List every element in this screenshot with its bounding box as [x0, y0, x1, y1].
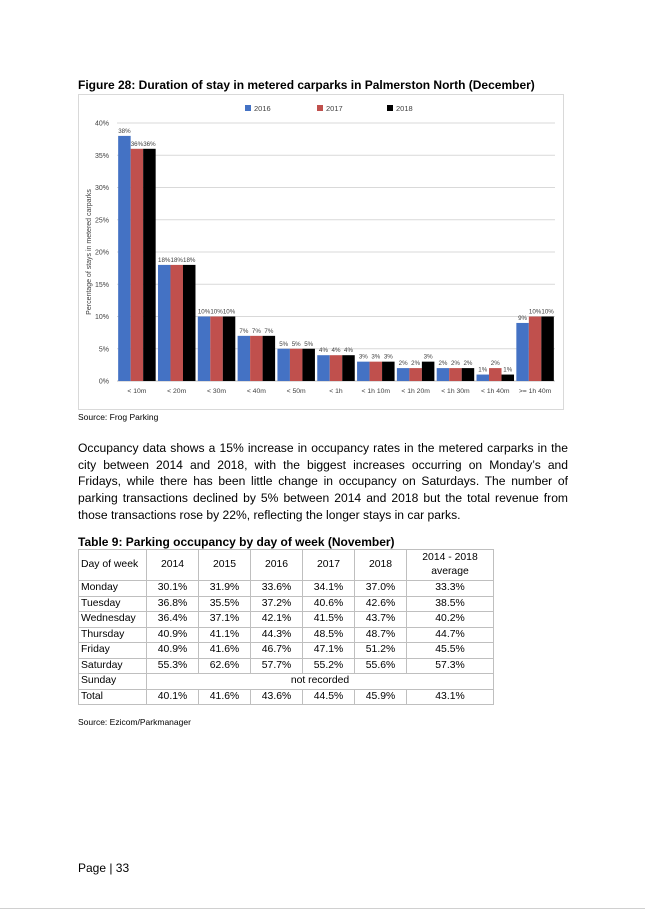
bar-2017: [489, 368, 502, 381]
table-cell: 41.1%: [199, 627, 251, 643]
bar-2016: [317, 355, 330, 381]
table-cell: 40.9%: [147, 627, 199, 643]
bar-2016: [198, 317, 211, 382]
bar-2017: [370, 362, 383, 381]
data-label: 5%: [291, 340, 301, 348]
x-tick-label: < 1h 20m: [401, 388, 430, 395]
bar-2017: [529, 317, 542, 382]
data-label: 10%: [210, 308, 223, 316]
table-cell: 55.6%: [355, 658, 407, 674]
x-tick-label: < 1h: [329, 388, 343, 395]
bar-chart: [79, 95, 565, 411]
bar-2018: [143, 149, 156, 381]
header-cell: 2016: [251, 550, 303, 581]
table-cell: 43.1%: [407, 689, 494, 705]
bar-2018: [263, 336, 276, 381]
legend-swatch-2016: [245, 105, 251, 111]
table-cell: 41.5%: [303, 612, 355, 628]
header-average-line1: 2014 - 2018: [422, 552, 478, 563]
y-axis-title: Percentage of stays in metered carparks: [86, 189, 93, 315]
data-label: 18%: [183, 256, 196, 264]
body-paragraph: Occupancy data shows a 15% increase in occupancy rates in the metered carparks in the city between 2014 and 2018, with the biggest increases occurring on Monday’s and Fridays, while there has been little change in occupancy on Saturdays. The number of parking transactions declined by 5% between 2014 and 2018 but the total revenue from those transactions rose by 22%, reflecting the longer stays in car parks.: [78, 441, 568, 522]
header-cell: 2018: [355, 550, 407, 581]
data-label: 9%: [518, 314, 528, 322]
table-cell: Tuesday: [79, 596, 147, 612]
table-cell: 30.1%: [147, 581, 199, 597]
data-label: 2%: [398, 360, 408, 368]
bar-2018: [223, 317, 236, 382]
table-cell: 36.8%: [147, 596, 199, 612]
table-cell: 62.6%: [199, 658, 251, 674]
bar-2016: [477, 375, 490, 381]
bar-2017: [170, 265, 183, 381]
table-cell: 47.1%: [303, 643, 355, 659]
table-cell: 33.6%: [251, 581, 303, 597]
data-label: 1%: [503, 366, 513, 374]
header-cell: 2014: [147, 550, 199, 581]
table-row: [79, 612, 494, 628]
header-cell-average: [407, 550, 494, 581]
table-cell: 40.6%: [303, 596, 355, 612]
table-row-total: [79, 689, 494, 705]
table-cell: 35.5%: [199, 596, 251, 612]
bar-2017: [210, 317, 223, 382]
table-cell: 46.7%: [251, 643, 303, 659]
y-tick-label: 5%: [98, 346, 109, 354]
data-label: 10%: [528, 308, 542, 316]
bar-2017: [290, 349, 303, 381]
table-cell: 44.5%: [303, 689, 355, 705]
table-cell: 45.9%: [355, 689, 407, 705]
bar-2018: [502, 375, 514, 381]
table-cell: 34.1%: [303, 581, 355, 597]
x-tick-label: < 40m: [246, 388, 266, 395]
legend-swatch-2017: [317, 105, 323, 111]
bar-2016: [437, 368, 450, 381]
table-row: [79, 581, 494, 597]
data-label: 1%: [478, 366, 488, 374]
data-label: 7%: [251, 327, 261, 335]
bar-2018: [541, 317, 554, 382]
data-label: 7%: [239, 327, 249, 335]
occupancy-table: [78, 549, 494, 705]
data-label: 5%: [304, 340, 314, 348]
y-tick-label: 35%: [94, 152, 109, 160]
table-cell: Monday: [79, 581, 147, 597]
data-label: 3%: [371, 353, 381, 361]
table-cell: 48.7%: [355, 627, 407, 643]
table-cell: 55.2%: [303, 658, 355, 674]
data-label: 10%: [197, 308, 211, 316]
table-row: [79, 658, 494, 674]
header-cell: 2017: [303, 550, 355, 581]
table-cell: 37.1%: [199, 612, 251, 628]
data-label: 3%: [358, 353, 368, 361]
table-header-row: [79, 550, 494, 581]
x-tick-label: < 1h 30m: [441, 388, 470, 395]
table-cell: 51.2%: [355, 643, 407, 659]
bar-2017: [449, 368, 462, 381]
table-cell: 40.2%: [407, 612, 494, 628]
table-cell: 44.7%: [407, 627, 494, 643]
legend-label: 2017: [326, 104, 343, 113]
bar-2016: [238, 336, 251, 381]
table-cell: 41.6%: [199, 643, 251, 659]
legend-swatch-2018: [387, 105, 393, 111]
bar-2016: [158, 265, 171, 381]
bar-2016: [516, 323, 529, 381]
data-label: 2%: [450, 360, 460, 368]
bar-2017: [250, 336, 263, 381]
data-label: 2%: [438, 360, 448, 368]
table-title: Table 9: Parking occupancy by day of week (November): [78, 535, 395, 549]
table-row-sunday: [79, 674, 494, 690]
table-cell: 38.5%: [407, 596, 494, 612]
legend-label: 2016: [254, 104, 271, 113]
table-cell: Total: [79, 689, 147, 705]
data-label: 4%: [331, 347, 341, 355]
y-tick-label: 40%: [94, 120, 109, 128]
table-cell: 31.9%: [199, 581, 251, 597]
bar-2018: [462, 368, 475, 381]
data-label: 7%: [264, 327, 274, 335]
table-cell: 41.6%: [199, 689, 251, 705]
table-cell: 36.4%: [147, 612, 199, 628]
x-tick-label: < 50m: [286, 388, 306, 395]
chart-area: [78, 94, 564, 410]
table-cell: 40.1%: [147, 689, 199, 705]
data-label: 2%: [463, 360, 473, 368]
table-cell: 48.5%: [303, 627, 355, 643]
data-label: 38%: [118, 127, 131, 135]
table-row: [79, 627, 494, 643]
table-cell: 37.0%: [355, 581, 407, 597]
table-cell: 33.3%: [407, 581, 494, 597]
table-cell: 43.6%: [251, 689, 303, 705]
data-label: 10%: [222, 308, 236, 316]
bar-2016: [118, 136, 131, 381]
data-label: 18%: [158, 256, 171, 264]
y-tick-label: 30%: [94, 185, 109, 192]
bar-2017: [409, 368, 422, 381]
table-cell: Sunday: [79, 674, 147, 690]
table-cell: 45.5%: [407, 643, 494, 659]
table-cell: Saturday: [79, 658, 147, 674]
y-tick-label: 10%: [94, 314, 109, 321]
chart-source: Source: Frog Parking: [78, 412, 159, 422]
x-tick-label: < 30m: [206, 388, 227, 395]
sunday-note: not recorded: [147, 674, 494, 690]
x-tick-label: < 1h 40m: [481, 388, 510, 395]
bar-2016: [277, 349, 290, 381]
table-cell: 57.7%: [251, 658, 303, 674]
x-tick-label: < 20m: [167, 388, 187, 395]
bar-2018: [382, 362, 395, 381]
data-label: 2%: [490, 360, 500, 368]
bar-2017: [330, 355, 343, 381]
y-tick-label: 0%: [98, 378, 109, 386]
data-label: 10%: [541, 308, 554, 316]
data-label: 36%: [130, 140, 144, 148]
table-cell: 42.6%: [355, 596, 407, 612]
x-tick-label: >= 1h 40m: [518, 388, 552, 395]
bar-2018: [342, 355, 355, 381]
bar-2018: [302, 349, 315, 381]
table-row: [79, 596, 494, 612]
table-cell: 57.3%: [407, 658, 494, 674]
data-label: 36%: [143, 140, 156, 148]
table-cell: Thursday: [79, 627, 147, 643]
x-tick-label: < 1h 10m: [361, 388, 391, 395]
data-label: 18%: [170, 256, 183, 264]
header-cell: 2015: [199, 550, 251, 581]
data-label: 3%: [383, 353, 393, 361]
bar-2018: [422, 362, 435, 381]
footer-divider: [0, 908, 645, 909]
bar-2016: [397, 368, 410, 381]
page-number: Page | 33: [78, 861, 130, 875]
header-cell: Day of week: [79, 550, 147, 581]
table-source: Source: Ezicom/Parkmanager: [78, 717, 191, 727]
y-tick-label: 15%: [94, 281, 109, 289]
y-tick-label: 20%: [94, 249, 109, 257]
table-cell: 42.1%: [251, 612, 303, 628]
table-cell: 55.3%: [147, 658, 199, 674]
table-cell: Friday: [79, 643, 147, 659]
data-label: 2%: [411, 360, 421, 368]
bar-2018: [183, 265, 196, 381]
table-cell: 40.9%: [147, 643, 199, 659]
bar-2017: [131, 149, 144, 381]
table-cell: 43.7%: [355, 612, 407, 628]
table-cell: 44.3%: [251, 627, 303, 643]
data-label: 4%: [319, 347, 328, 355]
x-tick-label: < 10m: [127, 388, 147, 395]
legend-label: 2018: [396, 104, 413, 113]
table-cell: Wednesday: [79, 612, 147, 628]
data-label: 5%: [279, 340, 289, 348]
table-row: [79, 643, 494, 659]
figure-title: Figure 28: Duration of stay in metered carparks in Palmerston North (December): [78, 78, 535, 92]
data-label: 3%: [423, 353, 433, 361]
y-tick-label: 25%: [94, 217, 109, 225]
bar-2016: [357, 362, 370, 381]
header-average-line2: average: [431, 566, 469, 577]
data-label: 4%: [344, 347, 353, 355]
table-cell: 37.2%: [251, 596, 303, 612]
